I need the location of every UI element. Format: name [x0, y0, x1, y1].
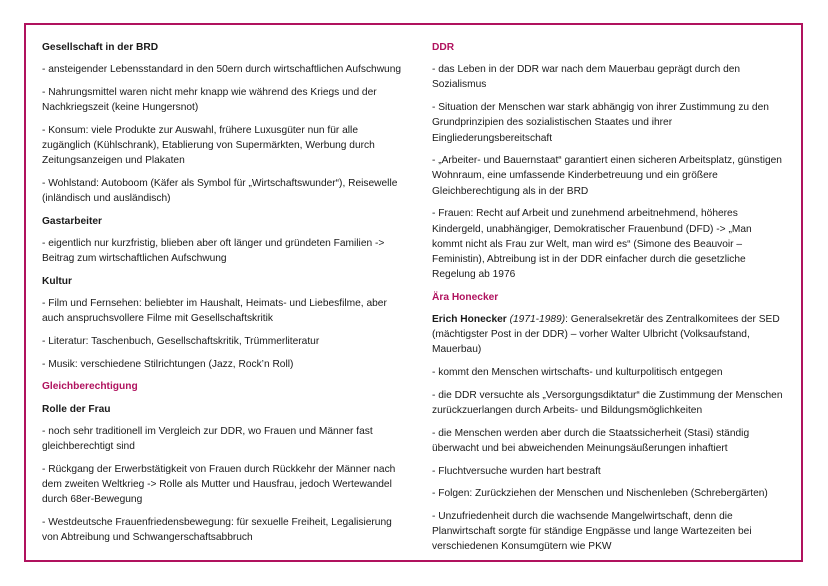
honecker-name: Erich Honecker — [432, 314, 507, 326]
ddr-heading: DDR — [432, 42, 455, 53]
gleichberechtigung-heading: Gleichberechtigung — [42, 381, 138, 393]
list-item: - noch sehr traditionell im Vergleich zur DDR, wo Frauen und Männer fast gleichberechtigt sind — [42, 425, 373, 453]
list-item: - die DDR versuchte als „Versorgungsdiktatur“ die Zustimmung der Menschen zurückzuerlangen durch Arbeits- und Bildungsmöglichkeiten — [432, 389, 783, 417]
list-item: - Fluchtversuche wurden hart bestraft — [432, 465, 601, 477]
list-item: - Literatur: Taschenbuch, Gesellschaftskritik, Trümmerliteratur — [42, 336, 320, 348]
list-item: - Frauen: Recht auf Arbeit und zunehmend arbeitnehmend, höheres Kindergeld, unabhängiger, Demokratischer Frauenbund (DFD) -> „Man kommt nicht als Frau zur Welt, man wird es“ (Simone des Beauvoir – Feministin), Abtreibung ist in der DDR einfacher durch die gesetzliche Regelung ab 1976 — [432, 208, 752, 281]
list-item: - Nahrungsmittel waren nicht mehr knapp wie während des Kriegs und der Nachkriegszeit (keine Hungersnot) — [42, 86, 377, 114]
list-item: - die Menschen werden aber durch die Staatssicherheit (Stasi) ständig überwacht und bei abweichenden Meinungsäußerungen inhaftiert — [432, 427, 750, 454]
honecker-heading: Ära Honecker — [432, 291, 499, 303]
honecker-intro — [432, 312, 784, 358]
honecker-intro-text: : Generalsekretär des Zentralkomitees der SED (mächtigster Post in der DDR) – vorher Walter Ulbricht (Volksaufstand, Mauerbau) — [432, 314, 780, 356]
brd-heading: Gesellschaft in der BRD — [42, 42, 159, 53]
list-item: - Unzufriedenheit durch die wachsende Mangelwirtschaft, denn die Planwirtschaft sorgte für ständige Engpässe und lange Wartezeiten bei verschiedenen Konsumgütern wie PKW — [432, 511, 752, 553]
list-item: - Situation der Menschen war stark abhängig von ihrer Zustimmung zu den Grundprinzipien des sozialistischen Staates und ihrer Eingliederungsbereitschaft — [432, 102, 769, 144]
left-column — [42, 40, 402, 553]
rolle-der-frau-heading: Rolle der Frau — [42, 403, 111, 415]
list-item: - Film und Fernsehen: beliebter im Haushalt, Heimats- und Liebesfilme, aber auch anspruchsvollere Filme mit Gesellschaftskritik — [42, 298, 387, 325]
honecker-years: (1971-1989) — [509, 314, 566, 326]
list-item: - Folgen: Zurückziehen der Menschen und Nischenleben (Schrebergärten) — [432, 488, 768, 500]
list-item: - Rückgang der Erwerbstätigkeit von Frauen durch Rückkehr der Männer nach dem zweiten Weltkrieg -> Rolle als Mutter und Hausfrau, jedoch Wertewandel durch 68er-Bewegung — [42, 463, 396, 506]
list-item: - Musik: verschiedene Stilrichtungen (Jazz, Rock’n Roll) — [42, 358, 294, 370]
list-item: - das Leben in der DDR war nach dem Mauerbau geprägt durch den Sozialismus — [432, 64, 741, 91]
list-item: - eigentlich nur kurzfristig, blieben aber oft länger und gründeten Familien -> Beitrag zum wirtschaftlichen Aufschwung — [42, 238, 385, 265]
gastarbeiter-heading: Gastarbeiter — [42, 215, 103, 227]
kultur-heading: Kultur — [42, 275, 72, 287]
list-item: - Wohlstand: Autoboom (Käfer als Symbol für „Wirtschaftswunder“), Reisewelle (inländisch und ausländisch) — [42, 177, 398, 205]
list-item: - Westdeutsche Frauenfriedensbewegung: für sexuelle Freiheit, Legalisierung von Abtreibung und Schwangerschaftsabbruch — [42, 516, 392, 544]
list-item: - kommt den Menschen wirtschafts- und kulturpolitisch entgegen — [432, 367, 723, 379]
list-item: - Konsum: viele Produkte zur Auswahl, frühere Luxusgüter nun für alle zugänglich (Kühlschrank), Etablierung von Supermärkten, Werbung durch Zeitungsanzeigen und Plakaten — [42, 124, 375, 167]
right-column — [432, 40, 784, 562]
list-item: - „Arbeiter- und Bauernstaat“ garantiert einen sicheren Arbeitsplatz, günstigen Wohnraum, eine umfassende Kinderbetreuung und ein größere Gleichberechtigung als in der BRD — [432, 155, 782, 197]
list-item: - ansteigender Lebensstandard in den 50ern durch wirtschaftlichen Aufschwung — [42, 64, 402, 76]
